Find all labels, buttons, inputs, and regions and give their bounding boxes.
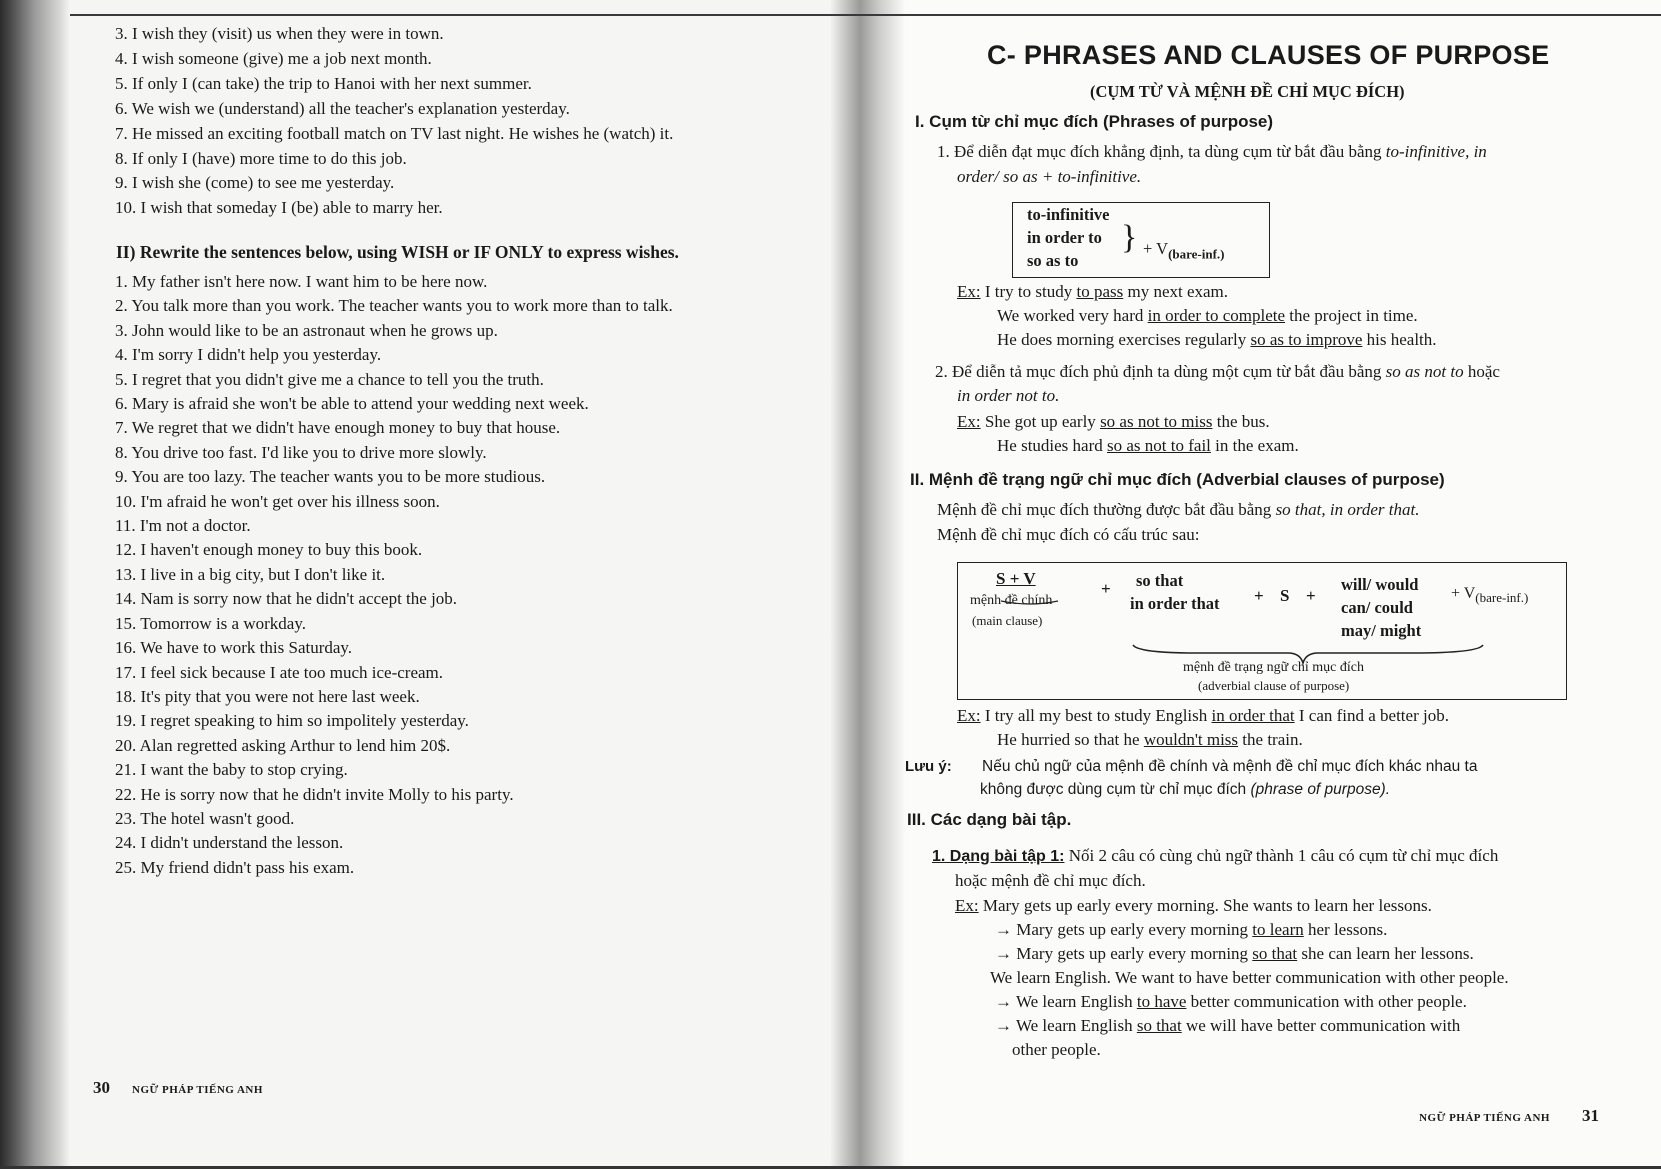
chapter-subtitle: (CỤM TỪ VÀ MỆNH ĐỀ CHỈ MỤC ĐÍCH) bbox=[1090, 82, 1405, 101]
list-item: 7. We regret that we didn't have enough money to buy that house. bbox=[115, 418, 561, 438]
list-item: 5. If only I (can take) the trip to Hanoi with her next summer. bbox=[115, 73, 532, 93]
text: the train. bbox=[1238, 730, 1303, 749]
list-item: 4. I'm sorry I didn't help you yesterday. bbox=[115, 345, 382, 365]
text-underline: so as not to miss bbox=[1100, 412, 1213, 431]
list-item: 3. John would like to be an astronaut when he grows up. bbox=[115, 320, 498, 340]
list-item: 23. The hotel wasn't good. bbox=[115, 808, 295, 828]
example-line bbox=[955, 896, 1432, 916]
text-underline: in order to complete bbox=[1147, 306, 1286, 325]
example-line bbox=[957, 412, 1270, 432]
running-title: NGỮ PHÁP TIẾNG ANH bbox=[1419, 1112, 1550, 1124]
text: Nối 2 câu có cùng chủ ngữ thành 1 câu có cụm từ chỉ mục đích bbox=[1068, 846, 1499, 865]
adverbial-clause-en: (adverbial clause of purpose) bbox=[1198, 678, 1350, 693]
section-three-heading: III. Các dạng bài tập. bbox=[907, 810, 1072, 829]
book-gutter-shadow bbox=[830, 0, 860, 1169]
text-underline: so that bbox=[1252, 944, 1298, 963]
box-line: in order to bbox=[1027, 228, 1102, 247]
clause-formula-box bbox=[957, 562, 1567, 700]
modal-label: may/ might bbox=[1341, 621, 1422, 640]
example-line bbox=[957, 282, 1228, 302]
section-two-heading: II. Mệnh đề trạng ngữ chỉ mục đích (Adverbial clauses of purpose) bbox=[910, 470, 1445, 489]
text: + V bbox=[1451, 585, 1476, 602]
list-item: 6. Mary is afraid she won't be able to attend your wedding next week. bbox=[115, 394, 589, 414]
box-line: to-infinitive bbox=[1027, 205, 1110, 224]
list-item: 2. You talk more than you work. The teacher wants you to work more than to talk. bbox=[115, 296, 673, 316]
text-italic: to-infinitive, in bbox=[1385, 142, 1487, 161]
list-item: 10. I wish that someday I (be) able to marry her. bbox=[115, 198, 443, 218]
text-underline: in order that bbox=[1211, 706, 1295, 725]
text-underline: so that bbox=[1136, 1016, 1182, 1035]
main-clause-en: (main clause) bbox=[972, 613, 1043, 628]
section-two-heading: II) Rewrite the sentences below, using WISH or IF ONLY to express wishes. bbox=[116, 242, 679, 262]
text: He studies hard bbox=[997, 436, 1108, 455]
text: I try to study bbox=[984, 282, 1077, 301]
list-item: 20. Alan regretted asking Arthur to lend him 20$. bbox=[115, 735, 451, 755]
plus-sign: + bbox=[1254, 586, 1264, 605]
exercise-two-list bbox=[115, 270, 673, 880]
page-number: 31 bbox=[1582, 1106, 1599, 1125]
exercise-type-line2: hoặc mệnh đề chỉ mục đích. bbox=[955, 871, 1146, 890]
exercise-type-line1 bbox=[932, 846, 1498, 866]
list-item: 8. You drive too fast. I'd like you to drive more slowly. bbox=[115, 442, 487, 462]
example-line bbox=[997, 730, 1303, 750]
answer-line bbox=[995, 920, 1387, 940]
ex-label: Ex: bbox=[957, 412, 981, 431]
list-item: 7. He missed an exciting football match on TV last night. He wishes he (watch) it. bbox=[115, 123, 674, 143]
note-line2 bbox=[980, 781, 1390, 799]
box-result bbox=[1143, 239, 1225, 262]
list-item: 24. I didn't understand the lesson. bbox=[115, 833, 344, 853]
example-line bbox=[997, 436, 1299, 456]
text: He hurried so that he bbox=[997, 730, 1144, 749]
book-gutter-shadow bbox=[860, 0, 905, 1169]
answer-line bbox=[995, 1016, 1460, 1036]
text-underline: wouldn't miss bbox=[1143, 730, 1239, 749]
ex-label: Ex: bbox=[957, 282, 981, 301]
running-title: NGỮ PHÁP TIẾNG ANH bbox=[132, 1084, 263, 1096]
text-underline: so as to improve bbox=[1250, 330, 1363, 349]
list-item: 14. Nam is sorry now that he didn't accept the job. bbox=[115, 589, 458, 609]
subscript: (bare-inf.) bbox=[1475, 590, 1529, 606]
example-line: We learn English. We want to have better communication with other people. bbox=[990, 968, 1509, 987]
text: + V bbox=[1143, 239, 1169, 258]
text: in the exam. bbox=[1210, 436, 1299, 455]
section-two-line2: Mệnh đề chỉ mục đích có cấu trúc sau: bbox=[937, 525, 1200, 544]
text: → We learn English bbox=[995, 992, 1137, 1011]
answer-line: other people. bbox=[1012, 1040, 1101, 1059]
ex-label: Ex: bbox=[955, 896, 979, 915]
text: Mary gets up early every morning. She wants to learn her lessons. bbox=[982, 896, 1432, 915]
text: → Mary gets up early every morning bbox=[995, 920, 1253, 939]
list-item: 22. He is sorry now that he didn't invite Molly to his party. bbox=[115, 784, 514, 804]
list-item: 5. I regret that you didn't give me a chance to tell you the truth. bbox=[115, 369, 544, 389]
text-italic: so as not to bbox=[1385, 362, 1464, 381]
text: she can learn her lessons. bbox=[1297, 944, 1474, 963]
exercise-one-list bbox=[115, 22, 673, 221]
ex-label: Ex: bbox=[957, 706, 981, 725]
right-page bbox=[860, 0, 1661, 1169]
list-item: 1. My father isn't here now. I want him to be here now. bbox=[115, 272, 488, 291]
list-item: 25. My friend didn't pass his exam. bbox=[115, 857, 355, 877]
text: I can find a better job. bbox=[1294, 706, 1449, 725]
top-rule bbox=[70, 14, 860, 16]
list-item: 18. It's pity that you were not here last week. bbox=[115, 686, 420, 706]
list-item: 3. I wish they (visit) us when they were in town. bbox=[115, 24, 444, 43]
text: → Mary gets up early every morning bbox=[995, 944, 1253, 963]
box-line: so as to bbox=[1027, 251, 1079, 270]
text-underline: so as not to fail bbox=[1107, 436, 1211, 455]
point-one-line1 bbox=[937, 142, 1487, 162]
example-line bbox=[997, 306, 1418, 326]
subscript: (bare-inf.) bbox=[1168, 246, 1225, 262]
note-line1: Nếu chủ ngữ của mệnh đề chính và mệnh đề chỉ mục đích khác nhau ta bbox=[982, 758, 1478, 775]
text-underline: to learn bbox=[1252, 920, 1304, 939]
list-item: 15. Tomorrow is a workday. bbox=[115, 613, 306, 633]
text: 1. Để diễn đạt mục đích khẳng định, ta dùng cụm từ bắt đầu bằng bbox=[937, 142, 1382, 161]
chapter-title: C- PHRASES AND CLAUSES OF PURPOSE bbox=[987, 40, 1550, 70]
text: → We learn English bbox=[995, 1016, 1137, 1035]
modal-label: can/ could bbox=[1341, 598, 1413, 617]
exercise-type-label: 1. Dạng bài tập 1: bbox=[932, 848, 1065, 865]
example-line bbox=[957, 706, 1449, 726]
text-italic: so that, in order that. bbox=[1275, 500, 1420, 519]
list-item: 16. We have to work this Saturday. bbox=[115, 638, 353, 658]
modal-label: will/ would bbox=[1341, 575, 1419, 594]
text: He does morning exercises regularly bbox=[997, 330, 1251, 349]
text: không được dùng cụm từ chỉ mục đích bbox=[980, 781, 1247, 798]
answer-line bbox=[995, 992, 1467, 1012]
text: better communication with other people. bbox=[1186, 992, 1467, 1011]
list-item: 19. I regret speaking to him so impolitely yesterday. bbox=[115, 711, 469, 731]
top-rule bbox=[860, 14, 1661, 16]
example-line bbox=[997, 330, 1437, 350]
section-two-line1 bbox=[937, 500, 1419, 520]
list-item: 21. I want the baby to stop crying. bbox=[115, 760, 348, 780]
infinitive-formula-box bbox=[1012, 202, 1270, 278]
text: We worked very hard bbox=[997, 306, 1148, 325]
text-underline: to pass bbox=[1076, 282, 1124, 301]
answer-line bbox=[995, 944, 1474, 964]
page-number: 30 bbox=[93, 1078, 110, 1097]
in-order-that-label: in order that bbox=[1130, 594, 1220, 613]
plus-sign: + bbox=[1101, 579, 1111, 598]
list-item: 6. We wish we (understand) all the teacher's explanation yesterday. bbox=[115, 98, 570, 118]
sv-label: S + V bbox=[996, 569, 1036, 588]
text: his health. bbox=[1362, 330, 1437, 349]
so-that-label: so that bbox=[1136, 571, 1184, 590]
adverbial-clause-vi: mệnh đề trạng ngữ chỉ mục đích bbox=[1183, 660, 1364, 675]
text: the bus. bbox=[1212, 412, 1270, 431]
text: the project in time. bbox=[1285, 306, 1418, 325]
main-clause-vi: mệnh đề chính bbox=[970, 593, 1053, 608]
list-item: 11. I'm not a doctor. bbox=[115, 516, 251, 536]
text-italic: (phrase of purpose). bbox=[1250, 781, 1391, 798]
text-underline: to have bbox=[1136, 992, 1187, 1011]
note-label: Lưu ý: bbox=[905, 758, 952, 775]
list-item: 12. I haven't enough money to buy this book. bbox=[115, 540, 423, 560]
text: her lessons. bbox=[1303, 920, 1388, 939]
text: She got up early bbox=[984, 412, 1101, 431]
text: we will have better communication with bbox=[1181, 1016, 1461, 1035]
list-item: 4. I wish someone (give) me a job next month. bbox=[115, 48, 432, 68]
text: 2. Để diễn tả mục đích phủ định ta dùng một cụm từ bắt đầu bằng bbox=[935, 362, 1382, 381]
list-item: 13. I live in a big city, but I don't like it. bbox=[115, 564, 386, 584]
text: my next exam. bbox=[1123, 282, 1229, 301]
book-binding-shadow bbox=[0, 0, 70, 1169]
point-two-line2: in order not to. bbox=[957, 386, 1060, 405]
list-item: 10. I'm afraid he won't get over his illness soon. bbox=[115, 491, 440, 511]
section-one-heading: I. Cụm từ chỉ mục đích (Phrases of purpose) bbox=[915, 112, 1274, 131]
text: Mệnh đề chỉ mục đích thường được bắt đầu bằng bbox=[937, 500, 1272, 519]
subject-label: S bbox=[1280, 586, 1290, 605]
point-two-line1 bbox=[935, 362, 1500, 382]
plus-sign: + bbox=[1306, 586, 1316, 605]
brace: } bbox=[1121, 219, 1138, 256]
point-one-line2: order/ so as + to-infinitive. bbox=[957, 167, 1142, 186]
text: I try all my best to study English bbox=[984, 706, 1212, 725]
list-item: 9. I wish she (come) to see me yesterday. bbox=[115, 173, 395, 193]
list-item: 8. If only I (have) more time to do this job. bbox=[115, 148, 407, 168]
footer-right bbox=[1419, 1106, 1599, 1126]
text: hoặc bbox=[1467, 362, 1500, 381]
list-item: 17. I feel sick because I ate too much ice-cream. bbox=[115, 662, 444, 682]
footer-left bbox=[93, 1078, 263, 1098]
list-item: 9. You are too lazy. The teacher wants you to be more studious. bbox=[115, 467, 546, 487]
